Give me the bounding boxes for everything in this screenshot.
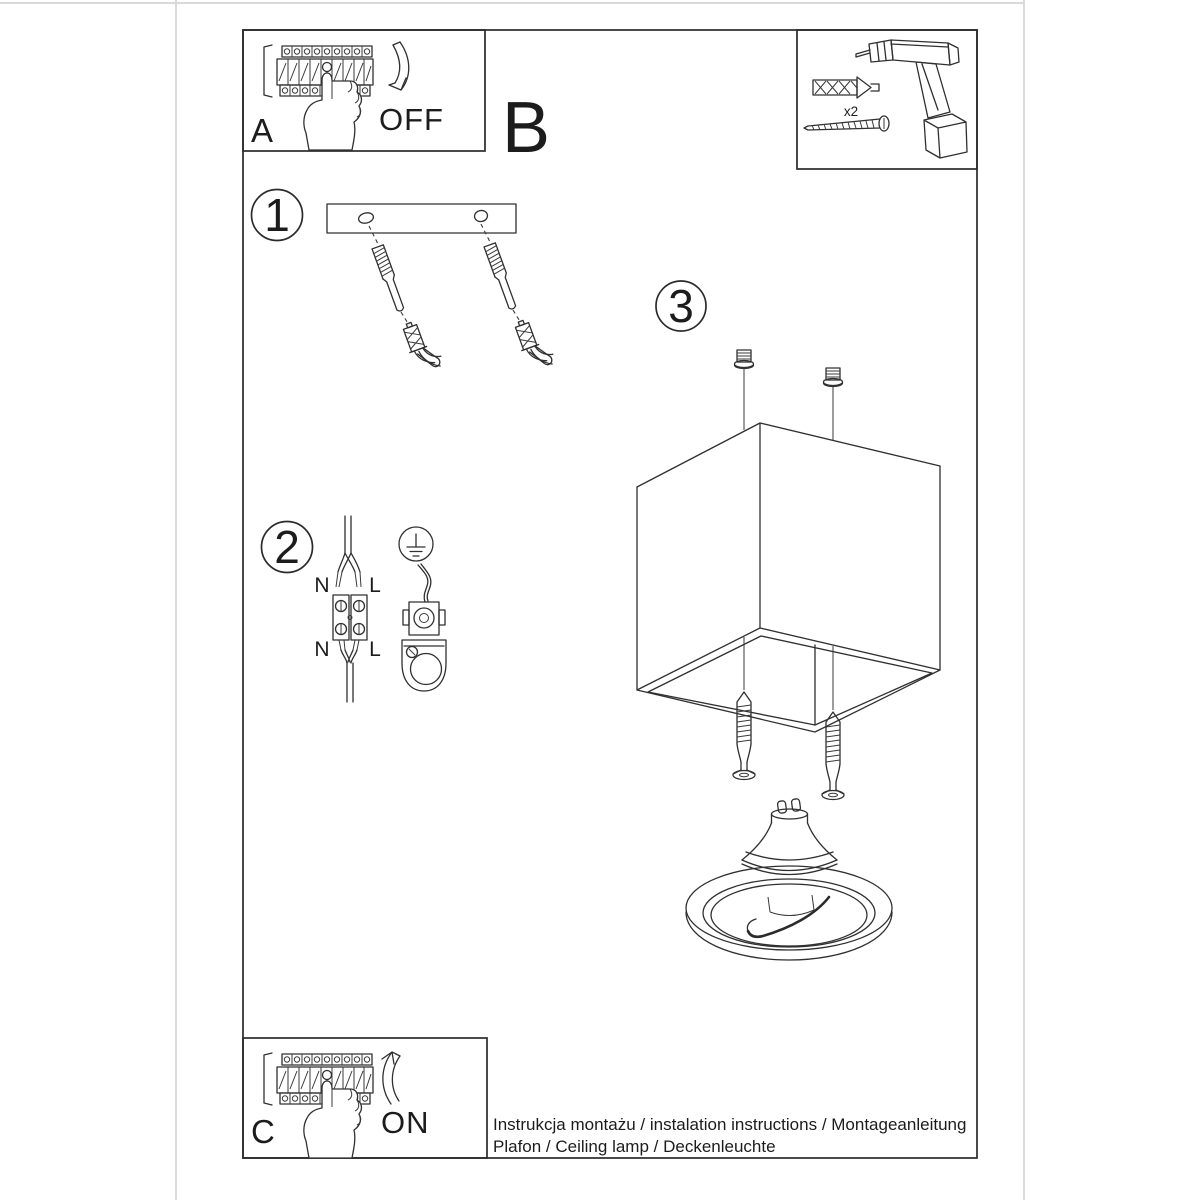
- reflector-bulb-icon: [686, 799, 892, 960]
- fixing-screw-left: [733, 692, 755, 780]
- drill-icon: [856, 40, 967, 158]
- section-b-label: B: [502, 88, 551, 168]
- cube-lamp-body: [637, 423, 940, 732]
- footer-title-line2: Plafon / Ceiling lamp / Deckenleuchte: [493, 1137, 776, 1156]
- screw-and-anchor-left: [369, 226, 444, 374]
- off-label: OFF: [379, 102, 444, 137]
- wire-neutral-top-label: N: [314, 574, 330, 597]
- step-1: [252, 189, 556, 374]
- on-label: ON: [381, 1105, 430, 1140]
- breaker-panel-icon: [264, 1053, 373, 1158]
- cable-wiring-diagram: [333, 516, 367, 702]
- mounting-bolt-right: [824, 368, 843, 387]
- wire-live-top-label: L: [369, 574, 381, 597]
- main-frame: [243, 30, 977, 1158]
- tools-box: [797, 30, 977, 169]
- step-1-number: 1: [264, 189, 290, 241]
- screw-and-anchor-right: [481, 224, 556, 372]
- step-2: [262, 516, 447, 702]
- footer-title-line1: Instrukcja montażu / instalation instructions / Montageanleitung: [493, 1115, 967, 1134]
- step-3: [637, 280, 940, 960]
- wire-neutral-bottom-label: N: [314, 638, 330, 661]
- fixing-screw-right: [822, 712, 844, 800]
- breaker-panel-on-illustration: [264, 1052, 400, 1158]
- step-a-label: A: [251, 112, 274, 149]
- ground-symbol-icon: [399, 527, 433, 561]
- step-2-number: 2: [274, 521, 300, 573]
- mounting-bracket: [327, 204, 516, 233]
- arrow-up-icon: [382, 1052, 400, 1104]
- wall-plug-icon: [813, 77, 879, 98]
- arrow-down-icon: [389, 42, 409, 90]
- power-off-box: [243, 30, 485, 151]
- mounting-bolt-left: [735, 350, 754, 369]
- step-c-label: C: [251, 1113, 275, 1150]
- anchor-quantity-label: x2: [843, 104, 859, 119]
- lamp-socket-icon: [402, 564, 446, 691]
- step-3-number: 3: [668, 280, 694, 332]
- wire-live-bottom-label: L: [369, 638, 381, 661]
- breaker-panel-icon: [264, 45, 373, 150]
